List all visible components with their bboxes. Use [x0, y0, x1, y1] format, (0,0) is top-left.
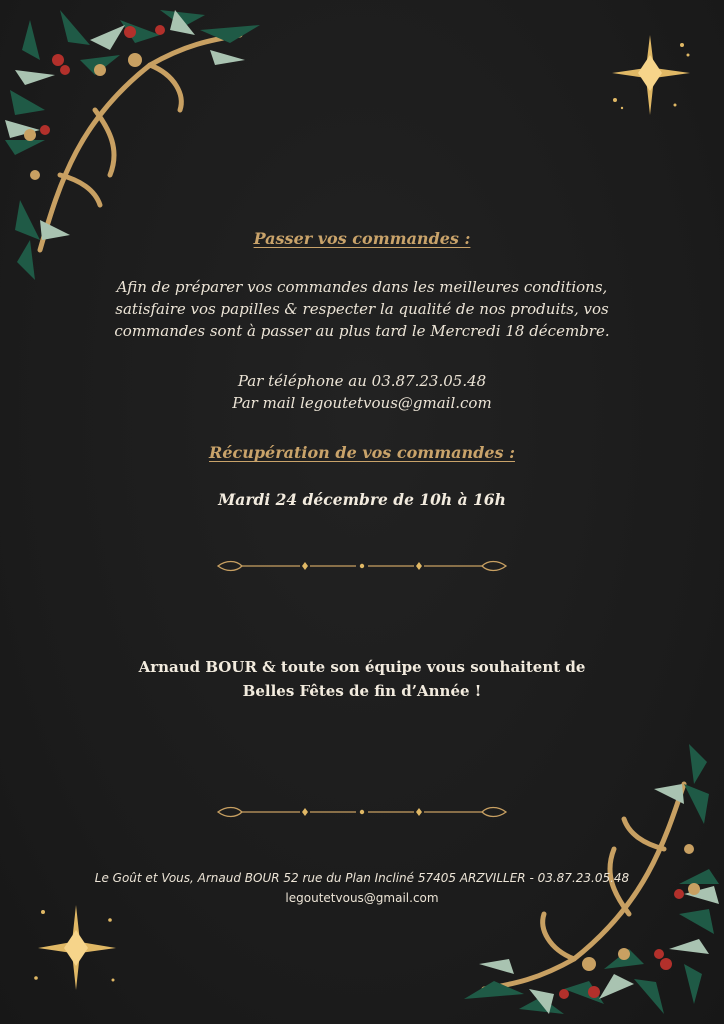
holly-branch-top-left-icon: [0, 0, 300, 300]
ornamental-divider-icon: [216, 556, 508, 576]
orders-heading: Passer vos commandes :: [253, 229, 471, 248]
star-sparkle-bottom-left-icon: [28, 900, 128, 995]
contact-email: Par mail legoutetvous@gmail.com: [232, 394, 492, 412]
ornamental-divider-icon: [216, 802, 508, 822]
footer-email: legoutetvous@gmail.com: [285, 891, 439, 905]
pickup-date: Mardi 24 décembre de 10h à 16h: [218, 490, 506, 509]
contact-block: [0, 370, 724, 414]
star-sparkle-top-right-icon: [600, 30, 700, 120]
contact-phone: Par téléphone au 03.87.23.05.48: [237, 372, 487, 390]
orders-paragraph-line-3: commandes sont à passer au plus tard le Mercredi 18 décembre.: [114, 322, 610, 340]
footer: [0, 868, 724, 908]
orders-paragraph-line-1: Afin de préparer vos commandes dans les meilleures conditions,: [116, 278, 608, 296]
wishes-line-1: Arnaud BOUR & toute son équipe vous souhaitent de: [138, 658, 586, 676]
wishes-line-2: Belles Fêtes de fin d’Année !: [242, 682, 482, 700]
holiday-wishes: [0, 655, 724, 703]
orders-paragraph-line-2: satisfaire vos papilles & respecter la qualité de nos produits, vos: [115, 300, 609, 318]
pickup-heading: Récupération de vos commandes :: [209, 443, 515, 462]
orders-paragraph: [0, 276, 724, 342]
footer-address: Le Goût et Vous, Arnaud BOUR 52 rue du Plan Incliné 57405 ARZVILLER - 03.87.23.05.48: [94, 871, 630, 885]
